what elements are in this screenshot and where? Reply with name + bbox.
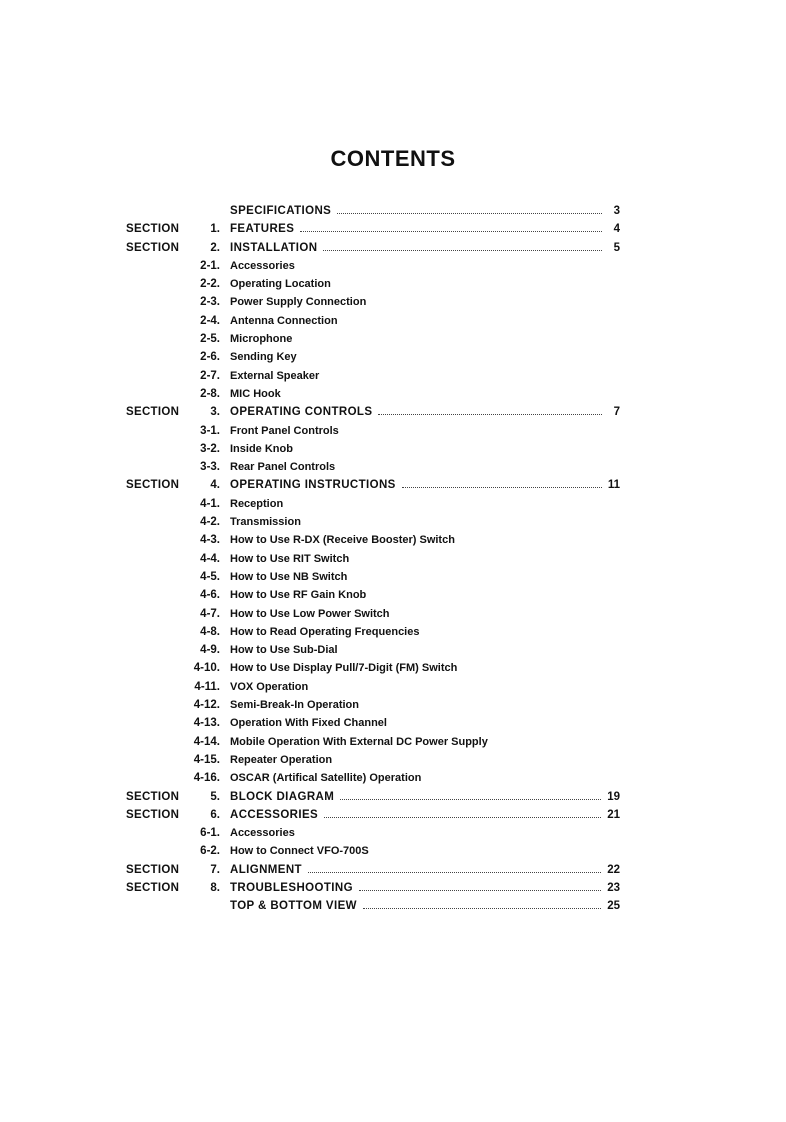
entry-number: 2. — [210, 241, 220, 254]
toc-entry — [126, 879, 620, 897]
toc-entry — [126, 714, 620, 732]
entry-title: Operation With Fixed Channel — [230, 717, 387, 730]
section-label: SECTION — [126, 241, 180, 254]
toc-entry — [126, 348, 620, 366]
entry-page: 3 — [613, 205, 620, 217]
toc-entry — [126, 769, 620, 787]
entry-title: How to Use RIT Switch — [230, 552, 350, 565]
entry-number: 4-7. — [200, 607, 220, 620]
toc-entry — [126, 257, 620, 275]
dot-leader — [300, 220, 602, 232]
toc-entry — [126, 623, 620, 641]
entry-title: Semi-Break-In Operation — [230, 699, 359, 712]
entry-title: Rear Panel Controls — [230, 461, 336, 474]
entry-number: 1. — [210, 223, 220, 236]
toc-entry — [126, 403, 620, 421]
entry-number: 4-11. — [194, 680, 220, 693]
entry-title: TOP & BOTTOM VIEW — [230, 900, 357, 913]
toc-entry — [126, 293, 620, 311]
entry-number: 4-13. — [193, 717, 220, 730]
entry-page: 4 — [613, 223, 620, 236]
entry-number: 3. — [210, 406, 220, 419]
entry-line — [230, 861, 620, 879]
entry-number: 4-6. — [200, 589, 220, 602]
entry-title: Transmission — [230, 516, 301, 529]
entry-title: Sending Key — [230, 351, 297, 364]
toc-entry — [126, 550, 620, 568]
toc-entry — [126, 586, 620, 604]
toc-entry — [126, 678, 620, 696]
entry-title: Mobile Operation With External DC Power Supply — [230, 735, 488, 748]
entry-title: SPECIFICATIONS — [230, 205, 332, 217]
entry-title: MIC Hook — [230, 387, 281, 400]
entry-title: Front Panel Controls — [230, 424, 339, 437]
entry-number: 4-2. — [200, 516, 220, 529]
entry-number: 4-8. — [200, 625, 220, 638]
entry-number: 4-14. — [193, 735, 220, 748]
entry-number: 2-8. — [200, 387, 220, 400]
page-title: CONTENTS — [330, 146, 456, 171]
entry-number: 4-16. — [193, 772, 220, 785]
entry-number: 4-15. — [193, 753, 220, 766]
toc-entry — [126, 476, 620, 494]
dot-leader — [323, 239, 602, 251]
toc-entry — [126, 806, 620, 824]
dot-leader — [308, 861, 601, 873]
entry-page: 19 — [607, 790, 620, 803]
dot-leader — [324, 806, 601, 818]
entry-number: 4. — [210, 479, 220, 492]
toc-entry — [126, 659, 620, 677]
entry-number: 4-9. — [200, 644, 220, 657]
entry-number: 2-2. — [200, 278, 220, 291]
toc-entry — [126, 568, 620, 586]
entry-title: Antenna Connection — [230, 314, 338, 327]
toc-entry — [126, 312, 620, 330]
entry-title: How to Use R-DX (Receive Booster) Switch — [230, 534, 455, 547]
entry-title: Accessories — [230, 827, 295, 840]
entry-number: 6. — [210, 808, 220, 821]
entry-number: 8. — [210, 881, 220, 894]
entry-title: FEATURES — [230, 223, 295, 236]
dot-leader — [340, 788, 601, 800]
entry-line — [230, 403, 620, 421]
entry-number: 6-2. — [200, 845, 220, 858]
entry-title: External Speaker — [230, 369, 320, 382]
dot-leader — [359, 879, 601, 891]
entry-title: Repeater Operation — [230, 753, 333, 766]
entry-line — [230, 897, 620, 915]
entry-title: TROUBLESHOOTING — [230, 881, 353, 894]
toc-entry — [126, 824, 620, 842]
toc-entry — [126, 202, 620, 220]
entry-title: Operating Location — [230, 278, 331, 291]
toc-entry — [126, 696, 620, 714]
entry-page: 5 — [613, 241, 620, 254]
toc-entry — [126, 751, 620, 769]
entry-title: VOX Operation — [230, 680, 309, 693]
dot-leader — [378, 403, 602, 415]
entry-number: 4-5. — [200, 570, 220, 583]
toc-entry — [126, 605, 620, 623]
toc-entry — [126, 842, 620, 860]
toc-entry — [126, 531, 620, 549]
entry-line — [230, 202, 620, 220]
entry-page: 21 — [607, 808, 620, 821]
dot-leader — [337, 202, 602, 214]
entry-page: 22 — [607, 863, 620, 876]
toc-entry — [126, 495, 620, 513]
section-label: SECTION — [126, 479, 180, 492]
entry-number: 2-1. — [200, 259, 220, 272]
dot-leader — [402, 476, 602, 488]
section-label: SECTION — [126, 406, 180, 419]
entry-line — [230, 239, 620, 257]
section-label: SECTION — [126, 881, 180, 894]
entry-title: OPERATING CONTROLS — [230, 406, 373, 419]
entry-line — [230, 806, 620, 824]
entry-number: 4-10. — [193, 662, 220, 675]
entry-title: Power Supply Connection — [230, 296, 367, 309]
toc-entry — [126, 385, 620, 403]
section-label: SECTION — [126, 808, 180, 821]
entry-line — [230, 788, 620, 806]
toc-entry — [126, 440, 620, 458]
entry-title: Inside Knob — [230, 442, 293, 455]
entry-title: How to Use NB Switch — [230, 570, 348, 583]
toc-entry — [126, 422, 620, 440]
entry-number: 4-3. — [200, 534, 220, 547]
table-of-contents — [126, 202, 620, 916]
toc-entry — [126, 220, 620, 238]
entry-number: 2-7. — [200, 369, 220, 382]
entry-title: INSTALLATION — [230, 241, 318, 254]
entry-title: OSCAR (Artifical Satellite) Operation — [230, 772, 422, 785]
entry-number: 4-12. — [193, 699, 220, 712]
entry-title: Accessories — [230, 259, 295, 272]
toc-entry — [126, 367, 620, 385]
section-label: SECTION — [126, 223, 180, 236]
entry-line — [230, 879, 620, 897]
entry-number: 4-4. — [200, 552, 220, 565]
entry-number: 3-2. — [200, 442, 220, 455]
entry-number: 3-1. — [200, 424, 220, 437]
entry-number: 2-3. — [200, 296, 220, 309]
entry-title: Microphone — [230, 333, 293, 346]
entry-title: How to Use Low Power Switch — [230, 607, 390, 620]
entry-title: How to Use Display Pull/7-Digit (FM) Switch — [230, 662, 458, 675]
toc-entry — [126, 513, 620, 531]
entry-number: 6-1. — [200, 827, 220, 840]
entry-title: How to Use RF Gain Knob — [230, 589, 367, 602]
entry-title: ALIGNMENT — [230, 863, 302, 876]
section-label: SECTION — [126, 863, 180, 876]
entry-page: 11 — [607, 479, 620, 492]
entry-title: Reception — [230, 497, 284, 510]
entry-title: How to Connect VFO-700S — [230, 845, 369, 858]
entry-title: BLOCK DIAGRAM — [230, 790, 335, 803]
entry-title: How to Read Operating Frequencies — [230, 625, 420, 638]
toc-entry — [126, 458, 620, 476]
entry-page: 25 — [607, 900, 620, 913]
entry-page: 23 — [607, 881, 620, 894]
toc-entry — [126, 733, 620, 751]
entry-page: 7 — [613, 406, 620, 419]
entry-number: 5. — [210, 790, 220, 803]
entry-number: 7. — [210, 863, 220, 876]
entry-number: 4-1. — [200, 497, 220, 510]
entry-line — [230, 220, 620, 238]
toc-entry — [126, 897, 620, 915]
dot-leader — [363, 897, 601, 909]
toc-entry — [126, 861, 620, 879]
entry-number: 2-4. — [200, 314, 220, 327]
entry-line — [230, 476, 620, 494]
entry-title: ACCESSORIES — [230, 808, 319, 821]
toc-entry — [126, 239, 620, 257]
entry-number: 2-5. — [200, 333, 220, 346]
toc-entry — [126, 275, 620, 293]
toc-entry — [126, 641, 620, 659]
toc-entry — [126, 788, 620, 806]
toc-entry — [126, 330, 620, 348]
entry-number: 3-3. — [200, 461, 220, 474]
section-label: SECTION — [126, 790, 180, 803]
entry-number: 2-6. — [200, 351, 220, 364]
entry-title: How to Use Sub-Dial — [230, 644, 338, 657]
entry-title: OPERATING INSTRUCTIONS — [230, 479, 396, 492]
